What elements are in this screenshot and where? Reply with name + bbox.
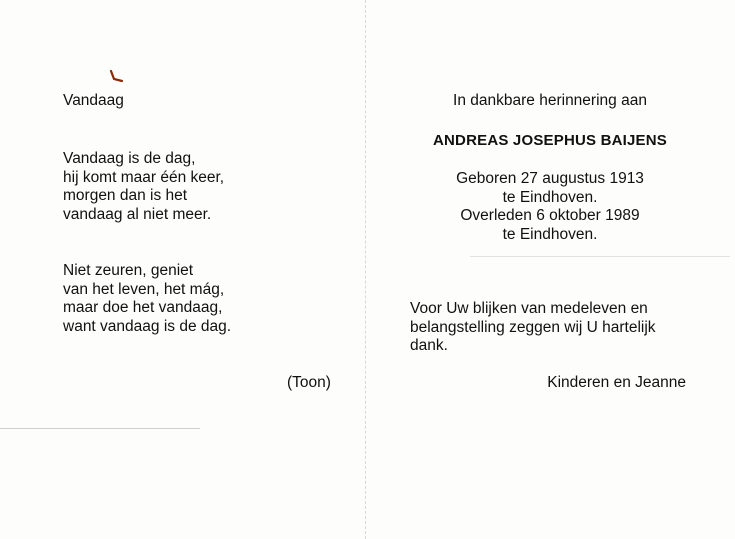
paper-smudge xyxy=(0,428,200,429)
date-line: te Eindhoven. xyxy=(502,225,598,243)
date-line: Geboren 27 augustus 1913 xyxy=(456,170,644,187)
poem-line: van het leven, het mág, xyxy=(63,280,225,298)
poem-line: morgen dan is het xyxy=(63,187,188,204)
poem-line: hij komt maar één keer, xyxy=(63,168,225,186)
thanks-line: belangstelling zeggen wij U hartelijk xyxy=(410,318,656,336)
deceased-name: ANDREAS JOSEPHUS BAIJENS xyxy=(432,132,668,149)
thanks-line: Voor Uw blijken van medeleven en xyxy=(410,300,648,317)
poem-line: maar doe het vandaag, xyxy=(63,299,223,316)
card-fold-line xyxy=(365,0,366,539)
poem-stanza-1 xyxy=(63,150,224,224)
poem-stanza-2 xyxy=(63,262,231,336)
life-dates xyxy=(380,170,720,244)
poem-line: want vandaag is de dag. xyxy=(63,317,232,335)
thanks-line: dank. xyxy=(410,337,448,354)
poem-line: vandaag al niet meer. xyxy=(63,205,212,223)
thanks-message xyxy=(410,300,720,356)
poem-author: (Toon) xyxy=(287,374,331,391)
poem-title: Vandaag xyxy=(63,92,124,109)
date-line: te Eindhoven. xyxy=(502,188,598,206)
ink-mark-icon xyxy=(108,70,124,84)
date-line: Overleden 6 oktober 1989 xyxy=(460,207,640,224)
family-signature: Kinderen en Jeanne xyxy=(547,374,686,391)
poem-line: Niet zeuren, geniet xyxy=(63,262,194,279)
memorial-heading: In dankbare herinnering aan xyxy=(453,92,647,109)
paper-smudge xyxy=(470,256,730,257)
poem-line: Vandaag is de dag, xyxy=(63,150,196,167)
